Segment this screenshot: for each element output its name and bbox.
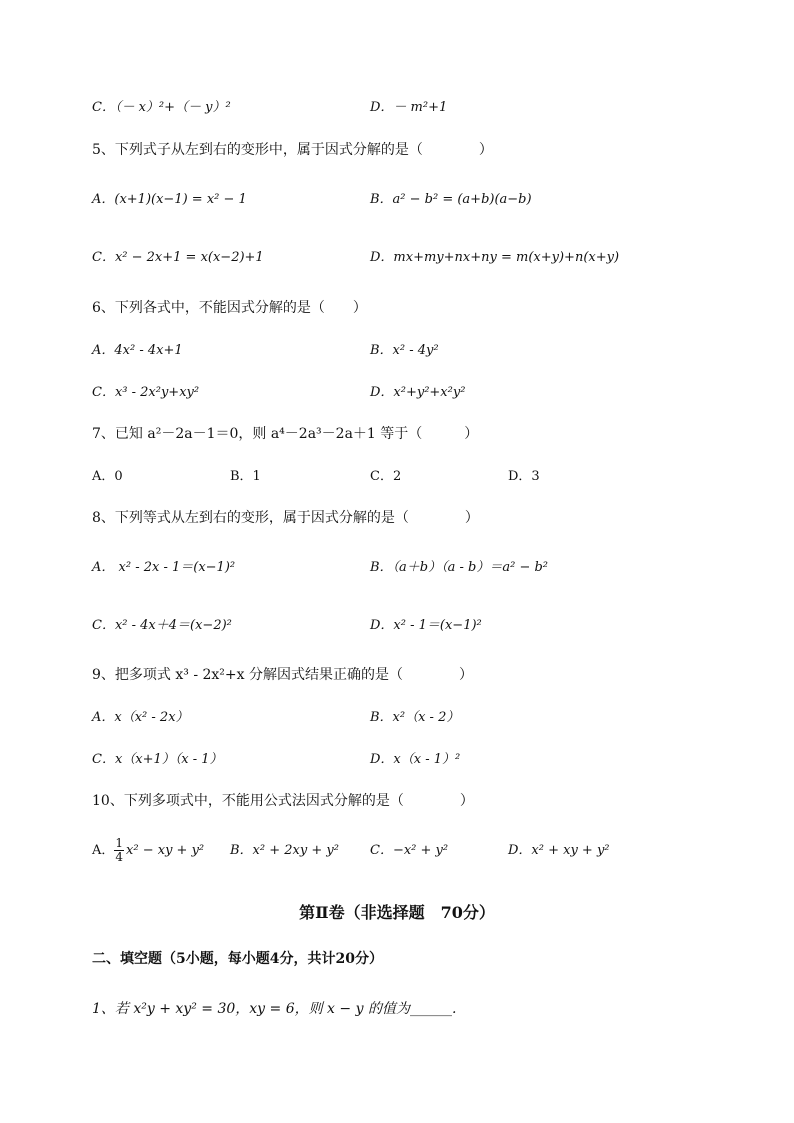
q7-options-row (0, 467, 794, 491)
q6-options-row-1 (0, 341, 794, 365)
section-title: 第Ⅱ卷（非选择题 70分） (299, 903, 495, 922)
fraction-numerator: 1 (115, 836, 124, 850)
q7-stem: 7、已知 a²－2a－1＝0，则 a⁴－2a³－2a＋1 等于（ ） (92, 426, 479, 442)
q9-option-b: B．x²（x - 2） (370, 710, 460, 725)
q5-option-b: B．a² − b² = (a+b)(a−b) (370, 192, 532, 207)
q9-stem: 9、把多项式 x³ - 2x²+x 分解因式结果正确的是（ ） (92, 667, 473, 683)
q10-option-a-fraction (114, 837, 124, 864)
q10-options-row (0, 834, 794, 870)
q5-option-d: D．mx+my+nx+ny = m(x+y)+n(x+y) (370, 250, 620, 265)
q9-options-row-2 (0, 750, 794, 774)
q6-option-a: A．4x² - 4x+1 (92, 343, 183, 358)
q10-option-c: C．−x² + y² (370, 843, 449, 858)
q5-stem: 5、下列式子从左到右的变形中，属于因式分解的是（ ） (92, 142, 493, 158)
q10-option-a-rest: x² − xy + y² (126, 843, 205, 858)
q6-options-row-2 (0, 383, 794, 407)
q6-stem: 6、下列各式中，不能因式分解的是（ ） (92, 300, 367, 316)
q8-option-c: C．x² - 4x＋4＝(x−2)² (92, 618, 232, 633)
part2-title: 二、填空题（5小题，每小题4分，共计20分） (92, 951, 383, 967)
q7-option-d: D．3 (508, 469, 540, 484)
q6-option-d: D．x²+y²+x²y² (370, 385, 466, 400)
q4-option-d: D．－ m²+1 (370, 100, 448, 115)
q4-option-c: C．（－ x）²+（－ y）² (92, 100, 231, 115)
q7-option-c: C．2 (370, 469, 402, 484)
q6-option-c: C．x³ - 2x²y+xy² (92, 385, 200, 400)
q4-options-row (0, 98, 794, 122)
q6-option-b: B．x² - 4y² (370, 343, 439, 358)
q5-options-row-1 (0, 190, 794, 214)
q8-stem: 8、下列等式从左到右的变形，属于因式分解的是（ ） (92, 510, 479, 526)
q10-option-a (92, 834, 204, 868)
q8-option-d: D．x² - 1＝(x−1)² (370, 618, 482, 633)
q10-option-a-label: A． (92, 843, 115, 858)
q5-options-row-2 (0, 248, 794, 272)
fraction-denominator: 4 (115, 850, 124, 864)
q10-stem: 10、下列多项式中，不能用公式法因式分解的是（ ） (92, 793, 474, 809)
fill-question-1: 1、若 x²y + xy² = 30，xy = 6，则 x − y 的值为______. (92, 1001, 457, 1017)
q9-option-d: D．x（x - 1）² (370, 752, 461, 767)
q10-option-d: D．x² + xy + y² (508, 843, 610, 858)
q10-option-b: B．x² + 2xy + y² (230, 843, 339, 858)
q9-options-row-1 (0, 708, 794, 732)
q8-options-row-1 (0, 558, 794, 582)
q8-option-a: A． x² - 2x - 1＝(x−1)² (92, 560, 236, 575)
q5-option-c: C．x² − 2x+1 = x(x−2)+1 (92, 250, 264, 265)
q7-option-a: A．0 (92, 469, 123, 484)
q5-option-a: A．(x+1)(x−1) = x² − 1 (92, 192, 247, 207)
q8-option-b: B．（a＋b）（a - b）＝a² − b² (370, 560, 549, 575)
q9-option-c: C．x（x+1）（x - 1） (92, 752, 223, 767)
q8-options-row-2 (0, 616, 794, 640)
q7-option-b: B．1 (230, 469, 261, 484)
q9-option-a: A．x（x² - 2x） (92, 710, 189, 725)
